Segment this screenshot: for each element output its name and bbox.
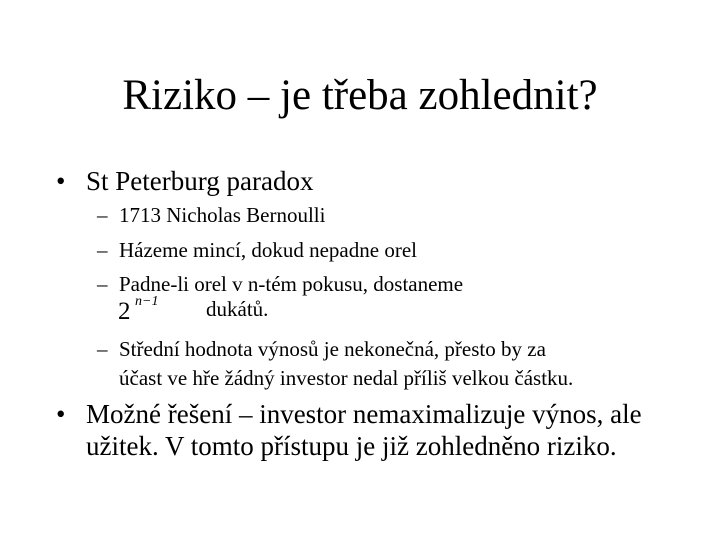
bullet-text: St Peterburg paradox [86, 166, 314, 196]
sub-bullet-text: Padne-li orel v n-tém pokusu, dostaneme [119, 272, 464, 296]
sub-bullet-text: Házeme mincí, dokud nepadne orel [119, 238, 417, 262]
bullet-marker: • [56, 399, 66, 429]
sub-bullet-line1: Střední hodnota výnosů je nekonečná, přesto by za [119, 337, 546, 361]
dash-marker: – [97, 203, 108, 227]
payout-formula [118, 290, 268, 330]
sub-bullet-expected-value [97, 335, 574, 393]
slide-title: Riziko – je třeba zohlednit? [122, 72, 598, 119]
sub-bullet-text: 1713 Nicholas Bernoulli [119, 203, 326, 227]
dash-marker: – [97, 337, 108, 361]
formula-unit: dukátů. [206, 297, 269, 321]
sub-bullet-bernoulli [97, 201, 326, 230]
bullet-marker: • [56, 166, 66, 196]
sub-bullet-coin-toss [97, 236, 417, 265]
bullet-st-petersburg [56, 165, 314, 197]
bullet-possible-solution [56, 398, 686, 462]
formula-exponent: n−1 [135, 294, 159, 309]
dash-marker: – [97, 272, 108, 296]
bullet-text: Možné řešení – investor nemaximalizuje výnos, ale užitek. V tomto přístupu je již zohledněno riziko. [86, 399, 642, 461]
formula-base: 2 [118, 298, 131, 325]
sub-bullet-line2: účast ve hře žádný investor nedal příliš velkou částku. [119, 366, 574, 390]
dash-marker: – [97, 238, 108, 262]
